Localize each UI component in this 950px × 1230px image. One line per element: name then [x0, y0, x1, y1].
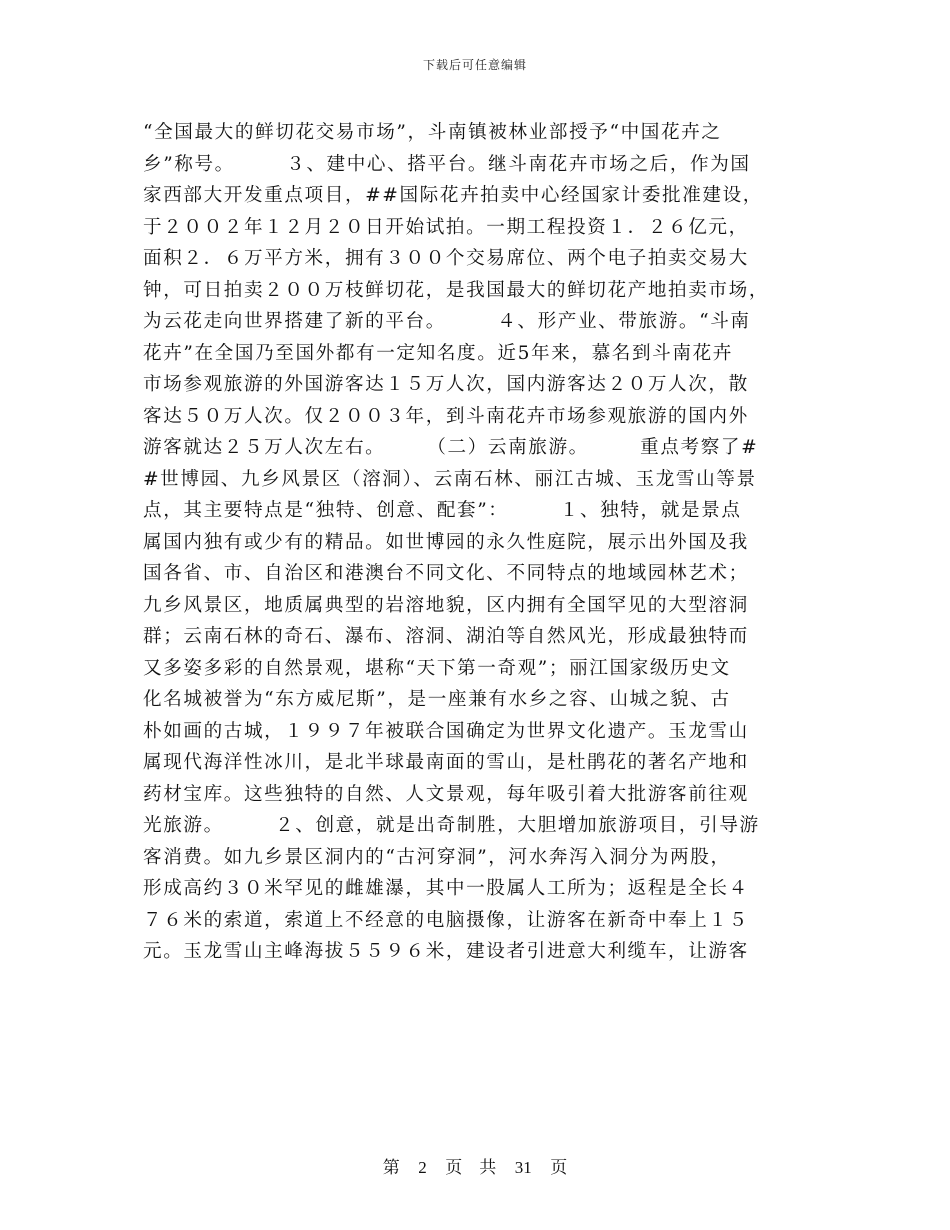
- body-line: 药材宝库。这些独特的自然、人文景观，每年吸引着大批游客前往观: [143, 783, 749, 805]
- body-line: 市场参观旅游的外国游客达１５万人次，国内游客达２０万人次，散: [143, 374, 749, 395]
- body-line: 朴如画的古城，１９９７年被联合国确定为世界文化遗产。玉龙雪山: [143, 720, 749, 742]
- footer-prefix: 第: [382, 1158, 400, 1177]
- body-line: 钟，可日拍卖２００万枝鲜切花，是我国最大的鲜切花产地拍卖市场，: [143, 279, 770, 301]
- body-line: 家西部大开发重点项目，##国际花卉拍卖中心经国家计委批准建设，: [143, 185, 763, 206]
- document-body: [143, 117, 803, 968]
- body-line: 群；云南石林的奇石、瀑布、溶洞、湖泊等自然风光，形成最独特而: [143, 626, 749, 647]
- body-line: 游客就达２５万人次左右。 （二）云南旅游。 重点考察了#: [143, 437, 759, 458]
- body-line: 又多姿多彩的自然景观，堪称“天下第一奇观”；丽江国家级历史文: [143, 657, 731, 679]
- body-line: 九乡风景区，地质属典型的岩溶地貌，区内拥有全国罕见的大型溶洞: [143, 594, 749, 616]
- body-line: 元。玉龙雪山主峰海拔５５９６米，建设者引进意大利缆车，让游客: [143, 941, 749, 962]
- total-pages: 31: [514, 1158, 532, 1177]
- body-line: 客达５０万人次。仅２００３年，到斗南花卉市场参观旅游的国内外: [143, 405, 749, 427]
- footer-suffix: 页: [550, 1158, 568, 1177]
- body-line: 客消费。如九乡景区洞内的“古河穿洞”，河水奔泻入洞分为两股，: [143, 846, 731, 868]
- body-line: 为云花走向世界搭建了新的平台。 ４、形产业、带旅游。“斗南: [143, 311, 751, 332]
- body-line: 乡”称号。 ３、建中心、搭平台。继斗南花卉市场之后，作为国: [143, 153, 751, 175]
- body-line: 花卉”在全国乃至国外都有一定知名度。近5年来，慕名到斗南花卉: [143, 342, 733, 364]
- body-line: 属国内独有或少有的精品。如世博园的永久性庭院，展示出外国及我: [143, 531, 749, 553]
- body-line: 光旅游。 ２、创意，就是出奇制胜，大胆增加旅游项目，引导游: [143, 815, 760, 836]
- body-line: 点，其主要特点是“独特、创意、配套”： １、独特，就是景点: [143, 500, 742, 521]
- body-line: 国各省、市、自治区和港澳台不同文化、不同特点的地域园林艺术；: [143, 563, 749, 584]
- body-line: 化名城被誉为“东方威尼斯”，是一座兼有水乡之容、山城之貌、古: [143, 689, 731, 710]
- body-line: “全国最大的鲜切花交易市场”，斗南镇被林业部授予“中国花卉之: [143, 122, 722, 143]
- current-page-number: 2: [418, 1158, 427, 1177]
- page-footer: [0, 1153, 950, 1178]
- body-line: 形成高约３０米罕见的雌雄瀑，其中一股属人工所为；返程是全长４: [143, 878, 749, 899]
- body-line: 面积２．６万平方米，拥有３００个交易席位、两个电子拍卖交易大: [143, 248, 749, 269]
- body-line: 于２００２年１２月２０日开始试拍。一期工程投资１．２６亿元，: [143, 216, 749, 238]
- page-header: 下载后可任意编辑: [422, 58, 527, 72]
- body-line: ７６米的索道，索道上不经意的电脑摄像，让游客在新奇中奉上１５: [143, 909, 749, 931]
- body-line: 属现代海洋性冰川，是北半球最南面的雪山，是杜鹃花的著名产地和: [143, 752, 749, 773]
- footer-mid: 页 共: [445, 1158, 497, 1177]
- body-line: #世博园、九乡风景区（溶洞）、云南石林、丽江古城、玉龙雪山等景: [143, 468, 757, 490]
